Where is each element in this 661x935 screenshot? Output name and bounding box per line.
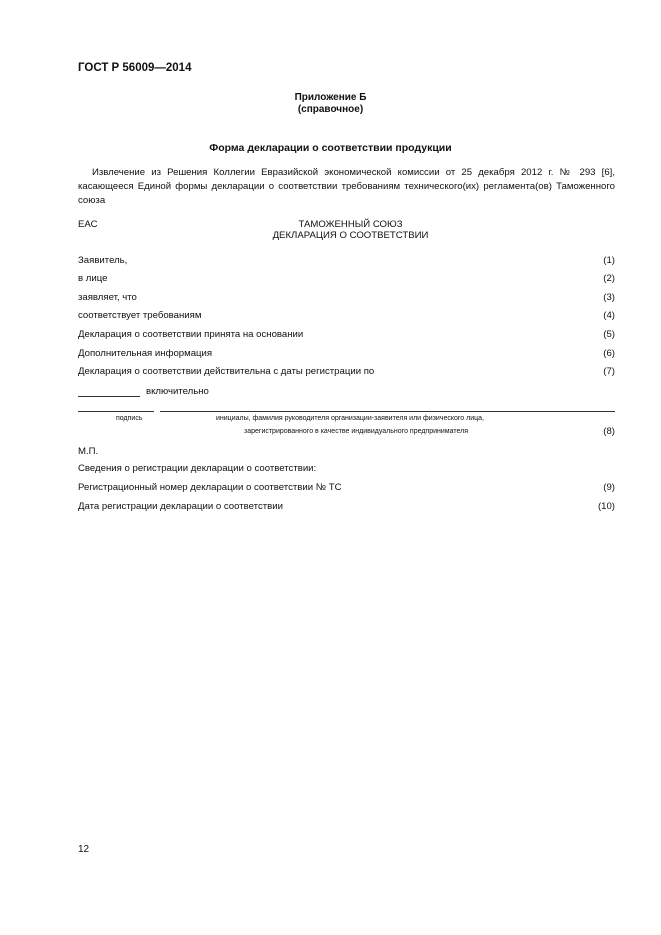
field-label: заявляет, что	[78, 292, 137, 303]
field-label: в лице	[78, 273, 108, 284]
form-title: Форма декларации о соответствии продукции	[209, 142, 452, 154]
stamp-place: М.П.	[78, 446, 99, 457]
initials-caption: инициалы, фамилия руководителя организации-заявителя или физического лица,	[216, 415, 484, 422]
field-label: Заявитель,	[78, 255, 128, 266]
field-label: Декларация о соответствии действительна с даты регистрации по	[78, 366, 375, 377]
inclusive-label: включительно	[146, 386, 209, 397]
signature-caption: подпись	[116, 415, 143, 422]
field-label: Дата регистрации декларации о соответствии	[78, 501, 283, 512]
field-number: (7)	[603, 366, 615, 377]
registered-caption: зарегистрированного в качестве индивидуального предпринимателя	[244, 428, 469, 435]
appendix-subtitle: (справочное)	[297, 104, 364, 115]
field-validity	[78, 366, 615, 377]
customs-union-heading: ТАМОЖЕННЫЙ СОЮЗ	[298, 219, 403, 230]
field-number: (4)	[603, 310, 615, 321]
field-declares	[78, 292, 615, 303]
field-basis	[78, 329, 615, 340]
field-label: Дополнительная информация	[78, 348, 213, 359]
field-applicant	[78, 255, 615, 266]
date-blank-line	[78, 386, 140, 397]
field-registration-number	[78, 482, 615, 493]
field-label: Регистрационный номер декларации о соответствии № ТС	[78, 482, 342, 493]
field-registration-date	[78, 501, 615, 512]
appendix-title: Приложение Б	[294, 92, 367, 103]
field-complies	[78, 310, 615, 321]
field-number: (9)	[603, 482, 615, 493]
signature-number: (8)	[603, 426, 615, 437]
initials-line	[160, 411, 615, 412]
field-label: соответствует требованиям	[78, 310, 202, 321]
intro-paragraph: Извлечение из Решения Коллегии Евразийской экономической комиссии от 25 декабря 2012 г. № 293 [6], касающееся Единой формы декларации о соответствии требованиям технического(их) регламента(ов) Таможенного союза	[78, 167, 615, 206]
validity-until	[78, 386, 209, 397]
standard-code: ГОСТ Р 56009—2014	[78, 62, 192, 74]
field-number: (6)	[603, 348, 615, 359]
registration-heading: Сведения о регистрации декларации о соответствии:	[78, 463, 317, 474]
field-number: (3)	[603, 292, 615, 303]
field-number: (5)	[603, 329, 615, 340]
field-number: (1)	[603, 255, 615, 266]
field-represented-by	[78, 273, 615, 284]
field-label: Декларация о соответствии принята на основании	[78, 329, 304, 340]
declaration-heading: ДЕКЛАРАЦИЯ О СООТВЕТСТВИИ	[272, 230, 429, 241]
page-number: 12	[78, 844, 90, 855]
eac-mark: ЕАС	[78, 219, 98, 230]
signature-line	[78, 411, 154, 412]
field-number: (10)	[597, 501, 615, 512]
field-number: (2)	[603, 273, 615, 284]
field-additional-info	[78, 348, 615, 359]
